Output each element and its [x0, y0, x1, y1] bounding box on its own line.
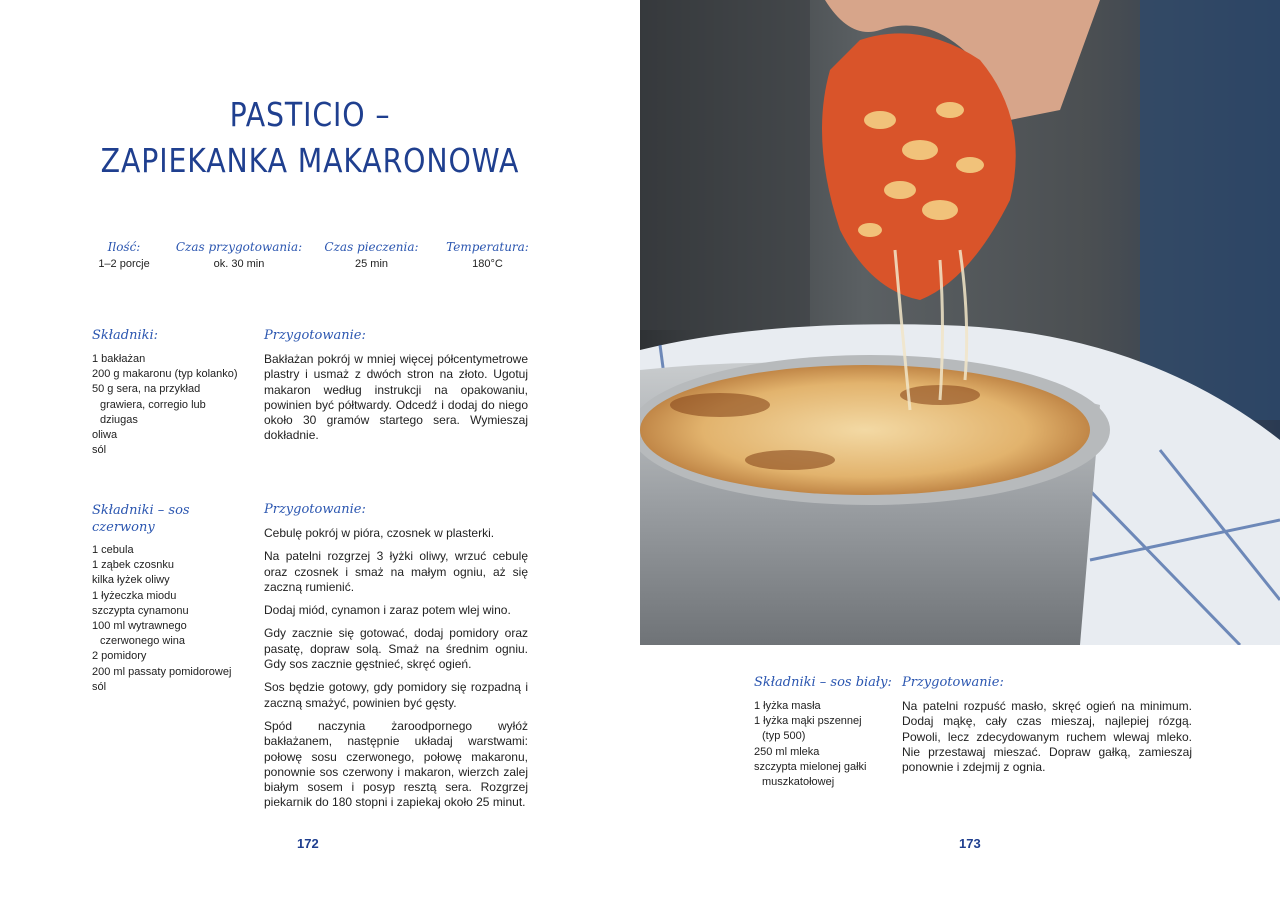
pasta-bake-illustration — [640, 0, 1280, 645]
red-sauce-preparation-heading: Przygotowanie: — [264, 502, 366, 517]
ingredient-item: 50 g sera, na przykład — [92, 383, 201, 396]
meta-temperature — [440, 240, 535, 270]
ingredient-item: muszkatołowej — [762, 776, 835, 789]
page-number-left: 172 — [297, 836, 319, 851]
ingredient-item: 1 bakłażan — [92, 353, 146, 365]
preparation-paragraph: Spód naczynia żaroodpornego wyłóż bakłażanem, następnie układaj warstwami: połowę sosu czerwonego, połowę makaronu, ponownie sos czerwony i makaron, wierzch zalej białym sosem i posyp resztą sera. Rozgrzej piekarnik do 180 stopni i zapiekaj około 25 minut. — [264, 718, 528, 810]
white-sauce-ingredients-list — [754, 699, 894, 790]
ingredient-item: szczypta mielonej gałki — [754, 760, 867, 773]
ingredient-item: 2 pomidory — [92, 650, 147, 663]
ingredient-item: sól — [92, 444, 107, 457]
preparation-paragraph: Na patelni rozgrzej 3 łyżki oliwy, wrzuć cebulę oraz czosnek i smaż na małym ogniu, aż się zaczną rumienić. — [264, 549, 528, 594]
preparation-paragraph: Dodaj miód, cynamon i zaraz potem wlej wino. — [264, 603, 511, 618]
recipe-title-line-2: ZAPIEKANKA MAKARONOWA — [100, 141, 520, 180]
preparation-paragraph: Na patelni rozpuść masło, skręć ogień na minimum. Dodaj mąkę, cały czas mieszaj, najlepiej rózgą. Powoli, lecz zdecydowanym ruchem wlewaj mleko. Nie przestawaj mieszać. Dopraw gałką, zamieszaj ponownie i zdejmij z ognia. — [902, 699, 1192, 775]
red-sauce-ingredients-list — [92, 543, 252, 695]
red-sauce-ingredients-heading — [92, 502, 190, 536]
meta-quantity — [74, 240, 174, 270]
ingredient-item: 250 ml mleka — [754, 745, 820, 758]
ingredient-item: 1 ząbek czosnku — [92, 559, 174, 572]
meta-quantity-value: 1–2 porcje — [98, 258, 150, 270]
red-sauce-heading-line-1: Składniki – sos — [92, 503, 190, 518]
white-sauce-preparation-text — [902, 699, 1192, 783]
ingredient-item: czerwonego wina — [100, 635, 185, 648]
ingredient-item: 1 łyżeczka miodu — [92, 589, 177, 602]
ingredient-item: grawiera, corregio lub — [100, 398, 206, 411]
red-sauce-heading-line-2: czerwony — [92, 520, 155, 535]
preparation-paragraph: Cebulę pokrój w pióra, czosnek w plasterki. — [264, 526, 495, 540]
ingredient-item: 200 g makaronu (typ kolanko) — [92, 368, 238, 381]
ingredient-item: dziugas — [100, 413, 138, 426]
ingredient-item: szczypta cynamonu — [92, 604, 189, 617]
meta-prep-time — [174, 240, 304, 270]
right-page — [640, 0, 1280, 905]
preparation-paragraph: Sos będzie gotowy, gdy pomidory się rozpadną i zaczną smażyć, powinien być gęsty. — [264, 680, 528, 710]
ingredient-item: 200 ml passaty pomidorowej — [92, 665, 232, 678]
ingredient-item: sól — [92, 680, 107, 693]
meta-bake-time-value: 25 min — [354, 258, 389, 270]
ingredient-item: 100 ml wytrawnego — [92, 620, 187, 633]
meta-prep-time-value: ok. 30 min — [213, 258, 265, 270]
meta-prep-time-label: Czas przygotowania: — [175, 240, 303, 254]
ingredient-item: 1 łyżka mąki pszennej — [754, 715, 862, 728]
ingredient-item: kilka łyżek oliwy — [92, 574, 170, 587]
ingredients-heading: Składniki: — [92, 328, 159, 343]
preparation-paragraph: Bakłażan pokrój w mniej więcej półcentymetrowe plastry i usmaż z dwóch stron na złoto. Ugotuj makaron według instrukcji na opakowaniu, powinien być półtwardy. Odcedź i dodaj do niego około 30 gramów startego sera. Wymieszaj dokładnie. — [264, 352, 528, 443]
ingredient-item: 1 cebula — [92, 544, 134, 556]
red-sauce-preparation-text — [264, 526, 528, 819]
ingredient-item: oliwa — [92, 429, 118, 442]
preparation-heading: Przygotowanie: — [264, 328, 366, 343]
page-number-right: 173 — [959, 836, 981, 851]
ingredient-item: 1 łyżka masła — [754, 700, 821, 712]
white-sauce-preparation-heading: Przygotowanie: — [902, 675, 1004, 690]
preparation-paragraph: Gdy zacznie się gotować, dodaj pomidory oraz pasatę, dopraw solą. Smaż na średnim ogniu. Gdy sos zacznie gęstnieć, skręć ogień. — [264, 626, 528, 672]
preparation-text — [264, 352, 528, 452]
recipe-title — [95, 92, 525, 184]
meta-temperature-value: 180°C — [472, 258, 503, 270]
recipe-title-line-1: PASTICIO – — [229, 95, 391, 134]
ingredients-list — [92, 352, 252, 458]
ingredient-item: (typ 500) — [762, 730, 806, 743]
meta-bake-time-label: Czas pieczenia: — [324, 240, 419, 254]
meta-temperature-label: Temperatura: — [446, 240, 529, 254]
white-sauce-ingredients-heading: Składniki – sos biały: — [754, 675, 892, 690]
pasta-bake-photo — [640, 0, 1280, 645]
meta-bake-time — [314, 240, 429, 270]
meta-quantity-label: Ilość: — [107, 240, 141, 254]
